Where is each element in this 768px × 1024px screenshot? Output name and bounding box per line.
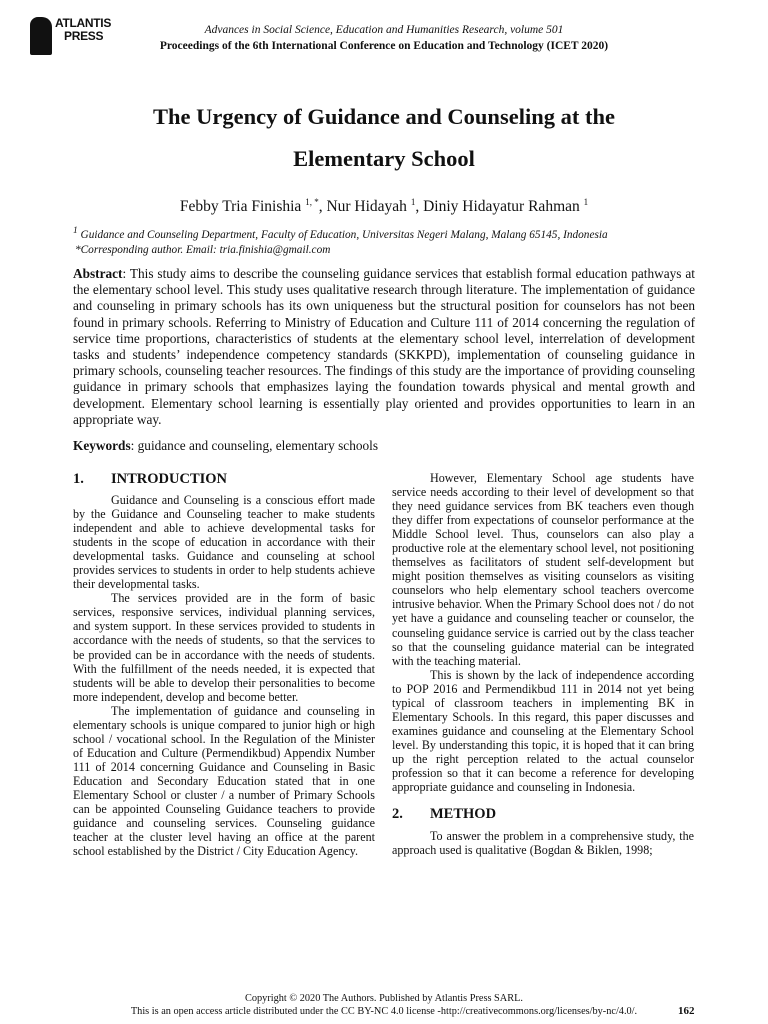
section-heading-introduction (73, 471, 227, 488)
license-text: This is an open access article distributed under the CC BY-NC 4.0 license -http://creativecommons.org/licenses/by-nc/4.0/. (130, 1006, 638, 1017)
body-paragraph: To answer the problem in a comprehensive study, the approach used is qualitative (Bogdan & Biklen, 1998; (392, 829, 694, 858)
section-number: 1. (73, 471, 84, 487)
author-list: Febby Tria Finishia $^{1, *}$, Nur Hidayah $^1$, Diniy Hidayatur Rahman $^1$ (179, 197, 589, 216)
keywords-text: : guidance and counseling, elementary schools (130, 438, 379, 453)
page-footer (0, 992, 768, 1018)
section-title: METHOD (430, 806, 497, 823)
author-affiliation-mark: 1 (583, 197, 589, 207)
body-paragraph: The implementation of guidance and counseling in elementary schools is unique compared to junior high or high school / vocational school. In the Regulation of the Minister of Education and Culture (Permendikbud) Appendix Number 111 of 2014 concerning Guidance and Counseling in Basic Education and Secondary Education stated that in one Elementary School or cluster / a number of Primary Schools can be appointed Counseling Guidance teachers to provide guidance and counseling services. Counseling guidance teacher at the cluster level having an office at the parent school established by the District / City Education Agency. (73, 703, 375, 859)
affiliation-mark: 1 (73, 226, 78, 236)
proceedings-name: Proceedings of the 6th International Conference on Education and Technology (ICET 2020) (159, 40, 609, 52)
abstract-text: : This study aims to describe the counseling guidance services that establish formal education pathways at the elementary school level. This study uses qualitative research through literature. The implementation of guidance and counseling in primary schools has its own uniqueness but the structural position for counselors has not been found in primary schools. Referring to Ministry of Education and Culture 111 of 2014 concerning the regulation of service time proportions, characteristics of students at the elementary school level, interrelation of development tasks and students’ independence competency standards (SKKPD), implementation of counseling guidance in primary schools, counseling teacher resources. The findings of this study are the importance of providing counseling guidance in primary schools that emphasizes laying the foundation towards physical and mental growth and development. Elementary school learning is essentially play oriented and provides opportunities to learn in an appropriate way. (73, 266, 695, 427)
body-paragraph: This is shown by the lack of independence according to POP 2016 and Permendikbud 111 in 2014 not yet being typical of classroom teachers in implementing BK in Elementary Schools. In this regard, this paper discusses and examines guidance and counseling at the Elementary School level. By understanding this topic, it is hoped that it can bring up the right perception related to the actual counselor profession so that it can become a reference for developing appropriate guidance and counseling in Indonesia. (392, 667, 694, 795)
body-paragraph: However, Elementary School age students have service needs according to their level of development so that they need guidance services from BK teachers even though they differ from expectations of counselor performance at the Middle School level. Thus, counselors can also play a productive role at the elementary school level, not positioning themselves as facilitators of student self-development but might position themselves as visiting counselors as visiting counselors who help elementary school teachers overcome intrusive behavior. When the Primary School does not / do not yet have a guidance and counseling teacher or counselor, the counseling guidance service is carried out by the class teacher so that the counseling guidance material can be integrated with the teaching material. (392, 471, 694, 668)
corresponding-author: *Corresponding author. Email: tria.finishia@gmail.com (75, 243, 331, 256)
title-line: The Urgency of Guidance and Counseling at the (153, 104, 615, 129)
page-number: 162 (678, 1005, 695, 1017)
left-column (73, 493, 375, 858)
title-line: Elementary School (293, 146, 475, 171)
author-name: Febby Tria Finishia (179, 198, 302, 216)
keywords (73, 438, 378, 454)
paper-title (60, 96, 708, 180)
logo-text: PRESS (64, 29, 104, 43)
journal-name: Advances in Social Science, Education and Humanities Research, volume 501 (204, 24, 564, 36)
abstract (73, 266, 695, 428)
section-number: 2. (392, 806, 403, 823)
copyright-text: Copyright © 2020 The Authors. Published by Atlantis Press SARL. (245, 993, 523, 1004)
logo-text: ATLANTIS (55, 16, 112, 30)
affiliation-text: Guidance and Counseling Department, Faculty of Education, Universitas Negeri Malang, Malang 65145, Indonesia (80, 228, 608, 241)
body-paragraph: The services provided are in the form of basic services, responsive services, individual planning services, and system support. In these services provided to students in accordance with the needs of students, so that the services to be provided can be in accordance with the needs of students. With the fulfillment of the needs needed, it is expected that students will be able to develop their personalities to become more independent, develop and become better. (73, 591, 375, 704)
author-name: Diniy Hidayatur Rahman (423, 198, 580, 216)
section-title: INTRODUCTION (111, 471, 228, 487)
body-paragraph: Guidance and Counseling is a conscious effort made by the Guidance and Counseling teacher to make students independent and able to achieve developmental tasks for students in the scope of education in accordance with their developmental tasks. Guidance and counseling at school provides services to students in order to help students achieve their developmental tasks. (73, 493, 375, 592)
keywords-label: Keywords (73, 438, 131, 453)
author-affiliation-mark: 1, * (305, 197, 319, 207)
author-affiliation-mark: 1 (410, 197, 416, 207)
section-heading-method (392, 807, 694, 821)
affiliations (73, 224, 713, 258)
abstract-label: Abstract (73, 266, 123, 281)
right-column (392, 471, 694, 857)
author-name: Nur Hidayah (326, 198, 407, 216)
